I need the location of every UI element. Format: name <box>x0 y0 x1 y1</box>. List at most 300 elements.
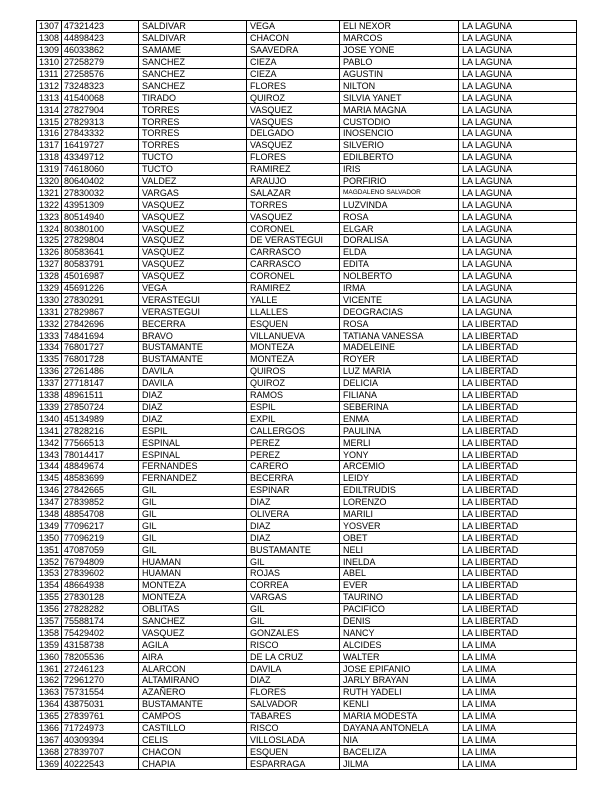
dni-cell: 27839852 <box>62 496 139 508</box>
first-surname-cell: ALTAMIRANO <box>139 674 247 686</box>
table-row <box>37 32 577 44</box>
location-cell: LA LAGUNA <box>459 116 577 128</box>
dni-cell: 80380100 <box>62 223 139 235</box>
given-names-cell: JOSE YONE <box>340 44 459 56</box>
row-number-cell: 1357 <box>37 615 62 627</box>
given-names-cell: EDITA <box>340 258 459 270</box>
second-surname-cell: GIL <box>247 603 340 615</box>
row-number-cell: 1345 <box>37 472 62 484</box>
given-names-cell: SEBERINA <box>340 401 459 413</box>
dni-cell: 80583791 <box>62 258 139 270</box>
given-names-cell: WALTER <box>340 651 459 663</box>
first-surname-cell: SALDIVAR <box>139 21 247 33</box>
roster-table <box>36 20 577 770</box>
row-number-cell: 1317 <box>37 139 62 151</box>
given-names-cell: LUZ MARIA <box>340 365 459 377</box>
given-names-cell: DELICIA <box>340 377 459 389</box>
first-surname-cell: BECERRA <box>139 318 247 330</box>
row-number-cell: 1327 <box>37 258 62 270</box>
given-names-cell: JOSE EPIFANIO <box>340 663 459 675</box>
table-row <box>37 603 577 615</box>
location-cell: LA LAGUNA <box>459 270 577 282</box>
second-surname-cell: SALVADOR <box>247 698 340 710</box>
row-number-cell: 1324 <box>37 223 62 235</box>
given-names-cell: ELGAR <box>340 223 459 235</box>
location-cell: LA LIBERTAD <box>459 437 577 449</box>
location-cell: LA LIMA <box>459 734 577 746</box>
first-surname-cell: AGILA <box>139 639 247 651</box>
location-cell: LA LAGUNA <box>459 199 577 211</box>
table-row <box>37 187 577 199</box>
table-row <box>37 413 577 425</box>
table-row <box>37 377 577 389</box>
given-names-cell: MARIA MAGNA <box>340 104 459 116</box>
dni-cell: 27829804 <box>62 235 139 247</box>
second-surname-cell: ESPARRAGA <box>247 758 340 770</box>
given-names-cell: PABLO <box>340 56 459 68</box>
dni-cell: 80640402 <box>62 175 139 187</box>
second-surname-cell: DIAZ <box>247 496 340 508</box>
row-number-cell: 1367 <box>37 734 62 746</box>
table-row <box>37 270 577 282</box>
second-surname-cell: CHACON <box>247 32 340 44</box>
location-cell: LA LAGUNA <box>459 306 577 318</box>
given-names-cell: MAGDALENO SALVADOR <box>340 187 459 199</box>
row-number-cell: 1315 <box>37 116 62 128</box>
dni-cell: 27839761 <box>62 710 139 722</box>
first-surname-cell: ALARCON <box>139 663 247 675</box>
row-number-cell: 1347 <box>37 496 62 508</box>
first-surname-cell: GIL <box>139 496 247 508</box>
row-number-cell: 1359 <box>37 639 62 651</box>
dni-cell: 75429402 <box>62 627 139 639</box>
table-row <box>37 151 577 163</box>
given-names-cell: NOLBERTO <box>340 270 459 282</box>
given-names-cell: PAULINA <box>340 425 459 437</box>
row-number-cell: 1341 <box>37 425 62 437</box>
given-names-cell: FILIANA <box>340 389 459 401</box>
dni-cell: 27828282 <box>62 603 139 615</box>
second-surname-cell: RAMIREZ <box>247 282 340 294</box>
dni-cell: 27839602 <box>62 567 139 579</box>
row-number-cell: 1346 <box>37 484 62 496</box>
dni-cell: 27830032 <box>62 187 139 199</box>
dni-cell: 40222543 <box>62 758 139 770</box>
location-cell: LA LIBERTAD <box>459 413 577 425</box>
location-cell: LA LAGUNA <box>459 92 577 104</box>
given-names-cell: JARLY BRAYAN <box>340 674 459 686</box>
first-surname-cell: CHACON <box>139 746 247 758</box>
first-surname-cell: BRAVO <box>139 330 247 342</box>
table-row <box>37 556 577 568</box>
first-surname-cell: VASQUEZ <box>139 199 247 211</box>
row-number-cell: 1365 <box>37 710 62 722</box>
given-names-cell: MARIA MODESTA <box>340 710 459 722</box>
first-surname-cell: VALDEZ <box>139 175 247 187</box>
location-cell: LA LIMA <box>459 710 577 722</box>
second-surname-cell: ARAUJO <box>247 175 340 187</box>
dni-cell: 27261486 <box>62 365 139 377</box>
table-row <box>37 544 577 556</box>
row-number-cell: 1358 <box>37 627 62 639</box>
location-cell: LA LIMA <box>459 663 577 675</box>
given-names-cell: DEOGRACIAS <box>340 306 459 318</box>
first-surname-cell: FERNANDEZ <box>139 472 247 484</box>
row-number-cell: 1330 <box>37 294 62 306</box>
second-surname-cell: VASQUEZ <box>247 211 340 223</box>
location-cell: LA LIBERTAD <box>459 389 577 401</box>
second-surname-cell: DE LA CRUZ <box>247 651 340 663</box>
dni-cell: 76794809 <box>62 556 139 568</box>
table-row <box>37 21 577 33</box>
second-surname-cell: ROJAS <box>247 567 340 579</box>
first-surname-cell: VEGA <box>139 282 247 294</box>
dni-cell: 40309394 <box>62 734 139 746</box>
location-cell: LA LAGUNA <box>459 211 577 223</box>
location-cell: LA LIMA <box>459 746 577 758</box>
row-number-cell: 1331 <box>37 306 62 318</box>
second-surname-cell: SAAVEDRA <box>247 44 340 56</box>
second-surname-cell: TORRES <box>247 199 340 211</box>
dni-cell: 27843332 <box>62 128 139 140</box>
dni-cell: 48664938 <box>62 579 139 591</box>
row-number-cell: 1320 <box>37 175 62 187</box>
row-number-cell: 1337 <box>37 377 62 389</box>
first-surname-cell: AZAÑERO <box>139 686 247 698</box>
second-surname-cell: CARRASCO <box>247 246 340 258</box>
row-number-cell: 1322 <box>37 199 62 211</box>
roster-body <box>37 21 577 770</box>
location-cell: LA LIBERTAD <box>459 544 577 556</box>
dni-cell: 27830291 <box>62 294 139 306</box>
table-row <box>37 318 577 330</box>
table-row <box>37 258 577 270</box>
location-cell: LA LAGUNA <box>459 128 577 140</box>
dni-cell: 43951309 <box>62 199 139 211</box>
given-names-cell: ELI NEXOR <box>340 21 459 33</box>
dni-cell: 48583699 <box>62 472 139 484</box>
given-names-cell: EDILBERTO <box>340 151 459 163</box>
given-names-cell: LUZVINDA <box>340 199 459 211</box>
given-names-cell: MADELEINE <box>340 342 459 354</box>
given-names-cell: EDILTRUDIS <box>340 484 459 496</box>
row-number-cell: 1339 <box>37 401 62 413</box>
first-surname-cell: ESPINAL <box>139 449 247 461</box>
second-surname-cell: RISCO <box>247 639 340 651</box>
second-surname-cell: PEREZ <box>247 449 340 461</box>
given-names-cell: PORFIRIO <box>340 175 459 187</box>
location-cell: LA LIBERTAD <box>459 556 577 568</box>
second-surname-cell: VARGAS <box>247 591 340 603</box>
first-surname-cell: BUSTAMANTE <box>139 353 247 365</box>
first-surname-cell: CHAPIA <box>139 758 247 770</box>
table-row <box>37 663 577 675</box>
second-surname-cell: ESQUEN <box>247 746 340 758</box>
dni-cell: 27830128 <box>62 591 139 603</box>
row-number-cell: 1362 <box>37 674 62 686</box>
second-surname-cell: VILLOSLADA <box>247 734 340 746</box>
second-surname-cell: DAVILA <box>247 663 340 675</box>
dni-cell: 43875031 <box>62 698 139 710</box>
given-names-cell: CUSTODIO <box>340 116 459 128</box>
dni-cell: 75731554 <box>62 686 139 698</box>
row-number-cell: 1351 <box>37 544 62 556</box>
given-names-cell: TAURINO <box>340 591 459 603</box>
location-cell: LA LIBERTAD <box>459 579 577 591</box>
first-surname-cell: TORRES <box>139 104 247 116</box>
row-number-cell: 1311 <box>37 68 62 80</box>
row-number-cell: 1309 <box>37 44 62 56</box>
given-names-cell: NIA <box>340 734 459 746</box>
dni-cell: 46033862 <box>62 44 139 56</box>
first-surname-cell: SANCHEZ <box>139 80 247 92</box>
row-number-cell: 1323 <box>37 211 62 223</box>
dni-cell: 27839707 <box>62 746 139 758</box>
dni-cell: 73248323 <box>62 80 139 92</box>
dni-cell: 45134989 <box>62 413 139 425</box>
given-names-cell: NILTON <box>340 80 459 92</box>
location-cell: LA LAGUNA <box>459 68 577 80</box>
second-surname-cell: VASQUEZ <box>247 139 340 151</box>
given-names-cell: TATIANA VANESSA <box>340 330 459 342</box>
first-surname-cell: DIAZ <box>139 413 247 425</box>
row-number-cell: 1326 <box>37 246 62 258</box>
given-names-cell: ROSA <box>340 211 459 223</box>
row-number-cell: 1363 <box>37 686 62 698</box>
row-number-cell: 1368 <box>37 746 62 758</box>
dni-cell: 27829313 <box>62 116 139 128</box>
dni-cell: 43349712 <box>62 151 139 163</box>
row-number-cell: 1332 <box>37 318 62 330</box>
first-surname-cell: ESPIL <box>139 425 247 437</box>
row-number-cell: 1350 <box>37 532 62 544</box>
location-cell: LA LIBERTAD <box>459 520 577 532</box>
dni-cell: 27850724 <box>62 401 139 413</box>
location-cell: LA LIBERTAD <box>459 449 577 461</box>
row-number-cell: 1325 <box>37 235 62 247</box>
location-cell: LA LAGUNA <box>459 21 577 33</box>
location-cell: LA LAGUNA <box>459 294 577 306</box>
given-names-cell: KENLI <box>340 698 459 710</box>
table-row <box>37 199 577 211</box>
row-number-cell: 1348 <box>37 508 62 520</box>
dni-cell: 41540068 <box>62 92 139 104</box>
first-surname-cell: SALDIVAR <box>139 32 247 44</box>
location-cell: LA LIMA <box>459 698 577 710</box>
table-row <box>37 674 577 686</box>
first-surname-cell: VASQUEZ <box>139 246 247 258</box>
table-row <box>37 353 577 365</box>
first-surname-cell: SANCHEZ <box>139 615 247 627</box>
second-surname-cell: FLORES <box>247 686 340 698</box>
second-surname-cell: OLIVERA <box>247 508 340 520</box>
row-number-cell: 1310 <box>37 56 62 68</box>
second-surname-cell: EXPIL <box>247 413 340 425</box>
table-row <box>37 246 577 258</box>
row-number-cell: 1342 <box>37 437 62 449</box>
given-names-cell: INOSENCIO <box>340 128 459 140</box>
given-names-cell: MARILI <box>340 508 459 520</box>
dni-cell: 77096219 <box>62 532 139 544</box>
location-cell: LA LIMA <box>459 639 577 651</box>
location-cell: LA LIBERTAD <box>459 330 577 342</box>
second-surname-cell: LLALLES <box>247 306 340 318</box>
given-names-cell: OBET <box>340 532 459 544</box>
table-row <box>37 651 577 663</box>
first-surname-cell: DAVILA <box>139 377 247 389</box>
table-row <box>37 116 577 128</box>
dni-cell: 27718147 <box>62 377 139 389</box>
location-cell: LA LAGUNA <box>459 258 577 270</box>
given-names-cell: NELI <box>340 544 459 556</box>
given-names-cell: YOSVER <box>340 520 459 532</box>
table-row <box>37 698 577 710</box>
table-row <box>37 389 577 401</box>
row-number-cell: 1340 <box>37 413 62 425</box>
table-row <box>37 235 577 247</box>
row-number-cell: 1349 <box>37 520 62 532</box>
location-cell: LA LIBERTAD <box>459 496 577 508</box>
second-surname-cell: CIEZA <box>247 56 340 68</box>
row-number-cell: 1308 <box>37 32 62 44</box>
row-number-cell: 1314 <box>37 104 62 116</box>
row-number-cell: 1352 <box>37 556 62 568</box>
location-cell: LA LAGUNA <box>459 44 577 56</box>
location-cell: LA LAGUNA <box>459 175 577 187</box>
first-surname-cell: VASQUEZ <box>139 270 247 282</box>
row-number-cell: 1366 <box>37 722 62 734</box>
location-cell: LA LIBERTAD <box>459 342 577 354</box>
location-cell: LA LAGUNA <box>459 104 577 116</box>
location-cell: LA LAGUNA <box>459 282 577 294</box>
given-names-cell: DENIS <box>340 615 459 627</box>
row-number-cell: 1336 <box>37 365 62 377</box>
dni-cell: 47087059 <box>62 544 139 556</box>
second-surname-cell: FLORES <box>247 151 340 163</box>
table-row <box>37 401 577 413</box>
given-names-cell: DORALISA <box>340 235 459 247</box>
second-surname-cell: CALLERGOS <box>247 425 340 437</box>
first-surname-cell: VASQUEZ <box>139 211 247 223</box>
first-surname-cell: CAMPOS <box>139 710 247 722</box>
location-cell: LA LAGUNA <box>459 163 577 175</box>
given-names-cell: ELDA <box>340 246 459 258</box>
table-row <box>37 520 577 532</box>
given-names-cell: YONY <box>340 449 459 461</box>
location-cell: LA LAGUNA <box>459 32 577 44</box>
second-surname-cell: BECERRA <box>247 472 340 484</box>
location-cell: LA LIMA <box>459 686 577 698</box>
row-number-cell: 1319 <box>37 163 62 175</box>
second-surname-cell: VASQUEZ <box>247 104 340 116</box>
first-surname-cell: GIL <box>139 520 247 532</box>
table-row <box>37 449 577 461</box>
row-number-cell: 1354 <box>37 579 62 591</box>
first-surname-cell: GIL <box>139 508 247 520</box>
table-row <box>37 68 577 80</box>
table-row <box>37 758 577 770</box>
table-row <box>37 365 577 377</box>
dni-cell: 78205536 <box>62 651 139 663</box>
row-number-cell: 1338 <box>37 389 62 401</box>
dni-cell: 27842696 <box>62 318 139 330</box>
row-number-cell: 1318 <box>37 151 62 163</box>
given-names-cell: ABEL <box>340 567 459 579</box>
table-row <box>37 211 577 223</box>
table-row <box>37 128 577 140</box>
dni-cell: 16419727 <box>62 139 139 151</box>
table-row <box>37 104 577 116</box>
first-surname-cell: VASQUEZ <box>139 627 247 639</box>
first-surname-cell: DAVILA <box>139 365 247 377</box>
second-surname-cell: MONTEZA <box>247 342 340 354</box>
first-surname-cell: GIL <box>139 484 247 496</box>
table-row <box>37 306 577 318</box>
location-cell: LA LIBERTAD <box>459 472 577 484</box>
row-number-cell: 1343 <box>37 449 62 461</box>
table-row <box>37 722 577 734</box>
dni-cell: 48849674 <box>62 460 139 472</box>
table-row <box>37 175 577 187</box>
row-number-cell: 1313 <box>37 92 62 104</box>
location-cell: LA LAGUNA <box>459 235 577 247</box>
given-names-cell: IRMA <box>340 282 459 294</box>
table-row <box>37 56 577 68</box>
second-surname-cell: FLORES <box>247 80 340 92</box>
location-cell: LA LIBERTAD <box>459 484 577 496</box>
first-surname-cell: TORRES <box>139 116 247 128</box>
location-cell: LA LIMA <box>459 722 577 734</box>
location-cell: LA LIBERTAD <box>459 615 577 627</box>
location-cell: LA LIBERTAD <box>459 365 577 377</box>
second-surname-cell: ESPIL <box>247 401 340 413</box>
table-row <box>37 139 577 151</box>
second-surname-cell: QUIROZ <box>247 377 340 389</box>
first-surname-cell: TORRES <box>139 139 247 151</box>
table-row <box>37 282 577 294</box>
second-surname-cell: CORREA <box>247 579 340 591</box>
table-row <box>37 342 577 354</box>
first-surname-cell: TORRES <box>139 128 247 140</box>
first-surname-cell: VERASTEGUI <box>139 306 247 318</box>
location-cell: LA LIBERTAD <box>459 401 577 413</box>
row-number-cell: 1356 <box>37 603 62 615</box>
location-cell: LA LIBERTAD <box>459 591 577 603</box>
location-cell: LA LAGUNA <box>459 80 577 92</box>
row-number-cell: 1329 <box>37 282 62 294</box>
table-row <box>37 92 577 104</box>
location-cell: LA LIBERTAD <box>459 627 577 639</box>
row-number-cell: 1344 <box>37 460 62 472</box>
table-row <box>37 425 577 437</box>
table-row <box>37 472 577 484</box>
given-names-cell: ENMA <box>340 413 459 425</box>
first-surname-cell: ESPINAL <box>139 437 247 449</box>
first-surname-cell: GIL <box>139 544 247 556</box>
table-row <box>37 80 577 92</box>
dni-cell: 76801728 <box>62 353 139 365</box>
dni-cell: 74841694 <box>62 330 139 342</box>
second-surname-cell: VILLANUEVA <box>247 330 340 342</box>
dni-cell: 80583641 <box>62 246 139 258</box>
first-surname-cell: CELIS <box>139 734 247 746</box>
first-surname-cell: MONTEZA <box>139 579 247 591</box>
dni-cell: 27842665 <box>62 484 139 496</box>
table-row <box>37 294 577 306</box>
table-row <box>37 710 577 722</box>
given-names-cell: IRIS <box>340 163 459 175</box>
table-row <box>37 163 577 175</box>
